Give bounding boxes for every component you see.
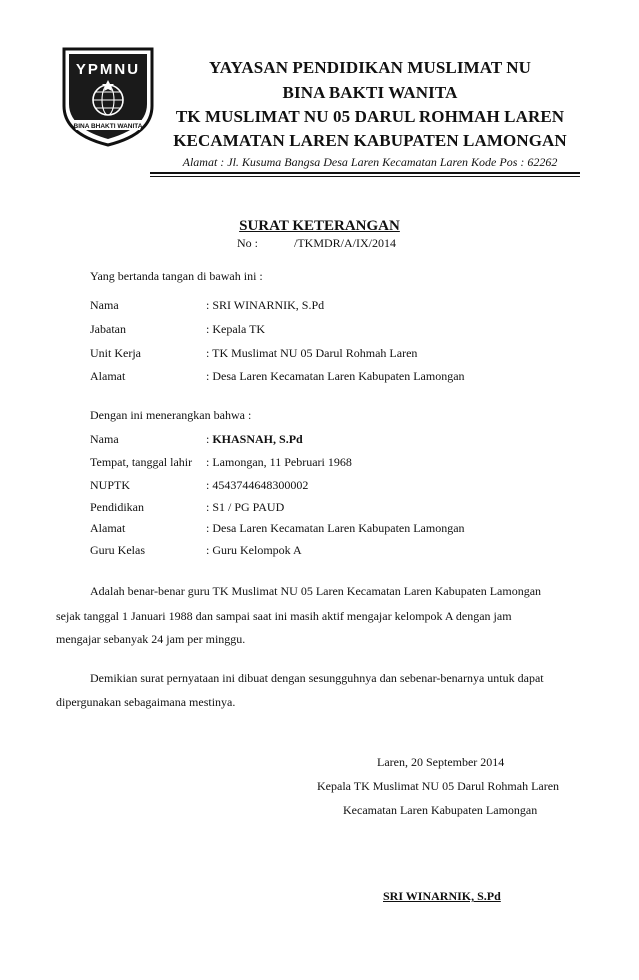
field-value <box>206 432 303 446</box>
signature-place-date: Laren, 20 September 2014 <box>377 755 505 769</box>
body-paragraph-1-line-2: sejak tanggal 1 Januari 1988 dan sampai saat ini masih aktif mengajar kelompok A dengan jam <box>56 609 512 623</box>
letter-title <box>0 217 639 235</box>
field-label: Guru Kelas <box>90 543 145 557</box>
field-value: : 4543744648300002 <box>206 478 309 492</box>
letter-number <box>237 236 396 250</box>
signature-position-line-1: Kepala TK Muslimat NU 05 Darul Rohmah Laren <box>317 779 560 793</box>
field-value: : Lamongan, 11 Pebruari 1968 <box>206 455 352 469</box>
school-logo <box>60 46 156 148</box>
header-divider-thick <box>150 172 580 174</box>
header-subtitle: BINA BAKTI WANITA <box>282 83 458 102</box>
header-divider-thin <box>150 176 580 177</box>
field-value: : Desa Laren Kecamatan Laren Kabupaten Lamongan <box>206 521 465 535</box>
letter-number-label: No : <box>237 236 258 250</box>
letter-number-value: /TKMDR/A/IX/2014 <box>294 236 396 250</box>
field-value: : Guru Kelompok A <box>206 543 302 557</box>
header-foundation: YAYASAN PENDIDIKAN MUSLIMAT NU <box>208 58 532 77</box>
field-label: NUPTK <box>90 478 131 492</box>
subject-name: KHASNAH, S.Pd <box>212 432 303 446</box>
field-label: Nama <box>90 432 119 446</box>
svg-text:YPMNU: YPMNU <box>75 61 141 78</box>
body-paragraph-1-line-3: mengajar sebanyak 24 jam per minggu. <box>56 632 246 646</box>
signer-intro: Yang bertanda tangan di bawah ini : <box>90 269 263 283</box>
body-paragraph-2-line-2: dipergunakan sebagaimana mestinya. <box>56 695 236 709</box>
letter-title-text: SURAT KETERANGAN <box>239 218 400 234</box>
header-district: KECAMATAN LAREN KABUPATEN LAMONGAN <box>173 131 567 150</box>
field-label: Alamat <box>90 521 126 535</box>
field-label: Jabatan <box>90 322 126 336</box>
field-value: : S1 / PG PAUD <box>206 500 285 514</box>
field-label: Unit Kerja <box>90 346 141 360</box>
field-label: Pendidikan <box>90 500 144 514</box>
signature-position-line-2: Kecamatan Laren Kabupaten Lamongan <box>343 803 538 817</box>
field-value: : Kepala TK <box>206 322 266 336</box>
signature-name: SRI WINARNIK, S.Pd <box>383 889 501 903</box>
body-paragraph-2-line-1: Demikian surat pernyataan ini dibuat dengan sesungguhnya dan sebenar-benarnya untuk dapat <box>90 671 544 685</box>
field-value: : TK Muslimat NU 05 Darul Rohmah Laren <box>206 346 418 360</box>
field-colon: : <box>206 432 213 446</box>
svg-text:BINA BHAKTI WANITA: BINA BHAKTI WANITA <box>73 123 143 130</box>
field-value: : SRI WINARNIK, S.Pd <box>206 298 325 312</box>
header-address: Alamat : Jl. Kusuma Bangsa Desa Laren Kecamatan Laren Kode Pos : 62262 <box>182 155 558 169</box>
header-school: TK MUSLIMAT NU 05 DARUL ROHMAH LAREN <box>175 107 565 126</box>
subject-intro: Dengan ini menerangkan bahwa : <box>90 408 252 422</box>
field-label: Tempat, tanggal lahir <box>90 455 193 469</box>
body-paragraph-1-line-1: Adalah benar-benar guru TK Muslimat NU 05 Laren Kecamatan Laren Kabupaten Lamongan <box>90 584 542 598</box>
field-label: Alamat <box>90 369 126 383</box>
field-label: Nama <box>90 298 119 312</box>
field-value: : Desa Laren Kecamatan Laren Kabupaten Lamongan <box>206 369 465 383</box>
